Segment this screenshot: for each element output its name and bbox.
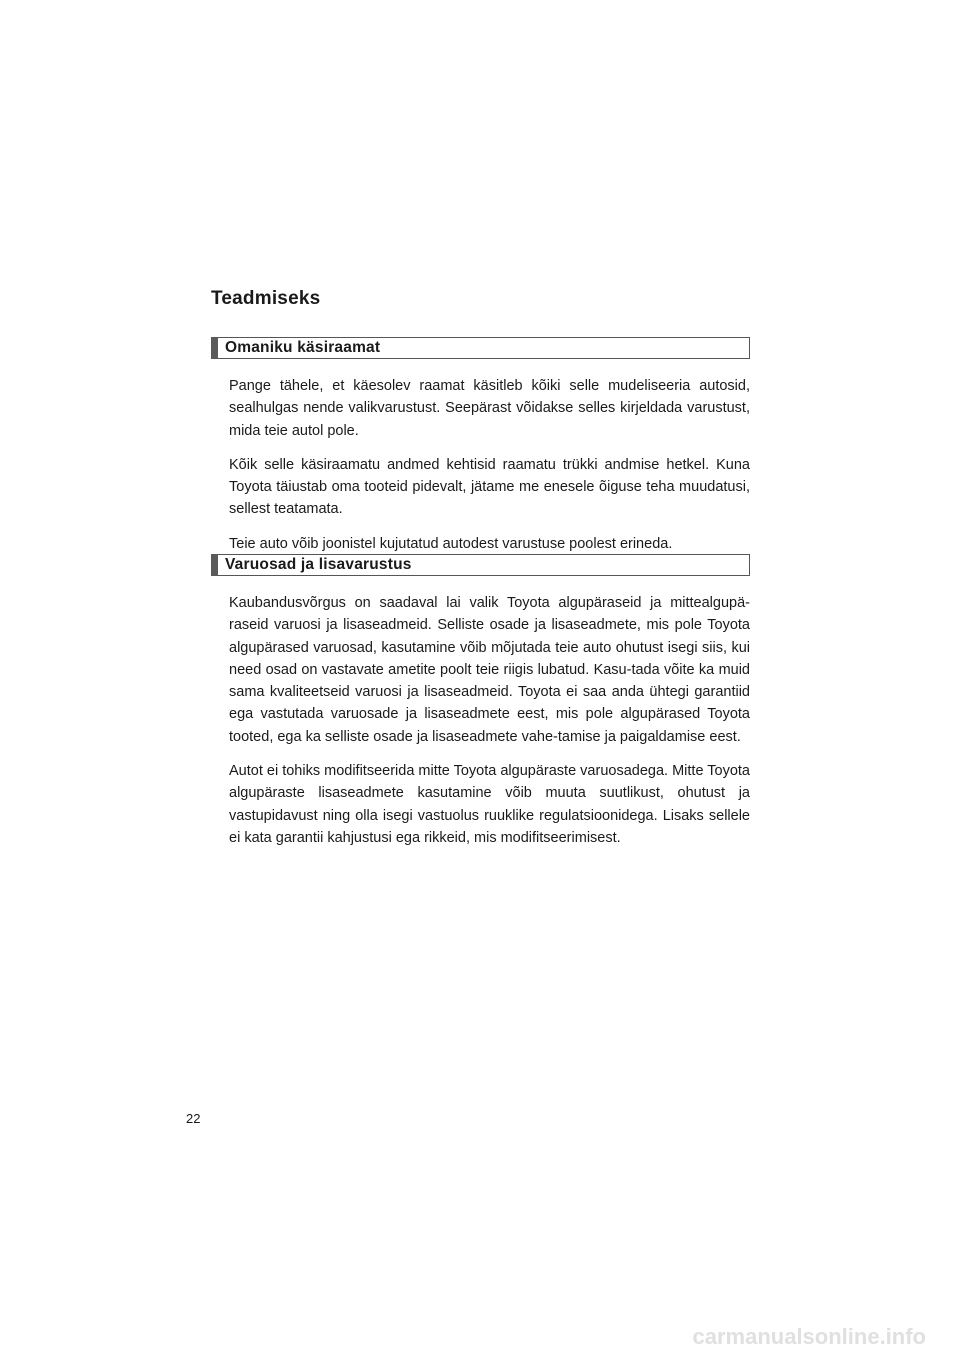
paragraph: Autot ei tohiks modifitseerida mitte Toyota algupäraste varuosadega. Mitte Toyota algupäraste lisaseadmete kasutamine võib muuta suutlikust, ohutust ja vastupidavust ning olla isegi vastuolus ruuklike regulatsioonidega. Lisaks sellele ei kata garantii kahjustusi ega rikkeid, mis modifitseerimisest.	[229, 763, 750, 846]
section-spare-parts	[211, 554, 750, 861]
watermark-text: carmanualsonline.info	[692, 1324, 926, 1349]
page-number: 22	[186, 1111, 201, 1126]
heading-accent-bar	[211, 554, 218, 576]
paragraph: Kaubandusvõrgus on saadaval lai valik Toyota algupäraseid ja mittealgupä-raseid varuosi ja lisaseadmeid. Selliste osade ja lisaseadmete, mis pole Toyota algupärased varuosad, kasutamine võib mõjutada teie auto ohutust isegi siis, kui need osad on vastavate ametite poolt teie riigis lubatud. Kasu-tada võite ka muid sama kvaliteetseid varuosi ja lisaseadmeid. Toyota ei saa anda ühtegi garantiid ega vastutada varuosade ja lisaseadmete eest, mis pole algupärased Toyota tooted, ega ka selliste osade ja lisaseadmete vahe-tamise ja paigaldamise eest.	[229, 595, 750, 745]
heading-accent-bar	[211, 337, 218, 359]
paragraph: Teie auto võib joonistel kujutatud autodest varustuse poolest erineda.	[229, 535, 673, 552]
section-body	[211, 576, 750, 849]
section-heading-bar	[211, 554, 750, 576]
paragraph: Kõik selle käsiraamatu andmed kehtisid raamatu trükki andmise hetkel. Kuna Toyota täiustab oma tooteid pidevalt, jätame me enesele õiguse teha muudatusi, sellest teatamata.	[229, 456, 750, 518]
section-body	[211, 359, 750, 555]
section-owners-manual	[211, 337, 750, 567]
section-heading-bar	[211, 337, 750, 359]
page-title: Teadmiseks	[211, 288, 321, 309]
section-heading: Varuosad ja lisavarustus	[225, 556, 412, 573]
section-heading: Omaniku käsiraamat	[225, 339, 381, 356]
paragraph: Pange tähele, et käesolev raamat käsitleb kõiki selle mudeliseeria autosid, sealhulgas nende valikvarustust. Seepärast võidakse selles kirjeldada varustust, mida teie autol pole.	[229, 378, 750, 439]
